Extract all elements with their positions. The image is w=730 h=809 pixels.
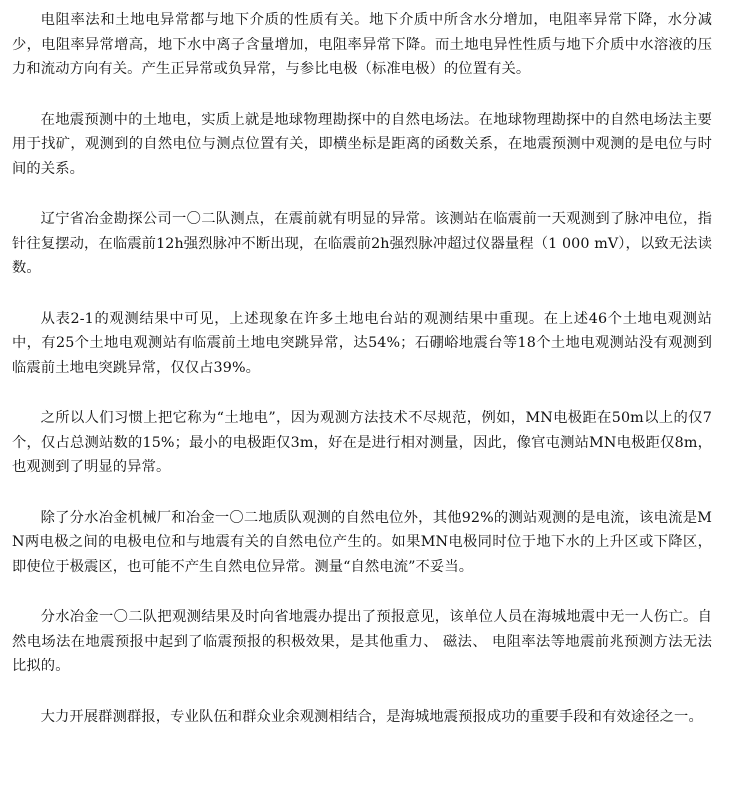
paragraph-earth-electricity-term: 之所以人们习惯上把它称为“土地电”，因为观测方法技术不尽规范，例如，MN电极距在50m以上的仅7个，仅占总测站数的15%；最小的电极距仅3m，好在是进行相对测量，因此，像官屯测站MN电极距仅8m，也观测到了明显的异常。 (12, 410, 712, 475)
paragraph-prediction-effect: 分水冶金一〇二队把观测结果及时向省地震办提出了预报意见，该单位人员在海城地震中无一人伤亡。自然电场法在地震预报中起到了临震预报的积极效果，是其他重力、 磁法、 电阻率法等地震前兆预测方法无法比拟的。 (12, 609, 712, 674)
paragraph-natural-field: 在地震预测中的土地电，实质上就是地球物理勘探中的自然电场法。在地球物理勘探中的自然电场法主要用于找矿，观测到的自然电位与测点位置有关，即横坐标是距离的函数关系，在地震预测中观测的是电位与时间的关系。 (12, 111, 712, 177)
paragraph-resistivity: 电阻率法和土地电异常都与地下介质的性质有关。地下介质中所含水分增加，电阻率异常下降，水分减少，电阻率异常增高，地下水中离子含量增加，电阻率异常下降。而土地电异性性质与地下介质中水溶液的压力和流动方向有关。产生正异常或负异常，与参比电极（标准电极）的位置有关。 (12, 12, 712, 77)
paragraph-table-results: 从表2-1的观测结果中可见，上述现象在许多土地电台站的观测结果中重现。在上述46个土地电观测站中，有25个土地电观测站有临震前土地电突跳异常，达54%；石硼峪地震台等18个土地电观测站没有观测到临震前土地电突跳异常，仅仅占39%。 (12, 310, 712, 376)
paragraph-liaoning-station: 辽宁省冶金勘探公司一〇二队测点，在震前就有明显的异常。该测站在临震前一天观测到了脉冲电位，指针往复摆动，在临震前12h强烈脉冲不断出现，在临震前2h强烈脉冲超过仪器量程（1 000 mV），以致无法读数。 (12, 211, 712, 276)
paragraph-current-measurement: 除了分水冶金机械厂和冶金一〇二地质队观测的自然电位外，其他92%的测站观测的是电流，该电流是MN两电极之间的电极电位和与地震有关的自然电位产生的。如果MN电极同时位于地下水的上升区或下降区，即使位于极震区，也可能不产生自然电位异常。测量“自然电流”不妥当。 (12, 509, 712, 575)
paragraph-conclusion: 大力开展群测群报，专业队伍和群众业余观测相结合，是海城地震预报成功的重要手段和有效途径之一。 (40, 708, 703, 725)
